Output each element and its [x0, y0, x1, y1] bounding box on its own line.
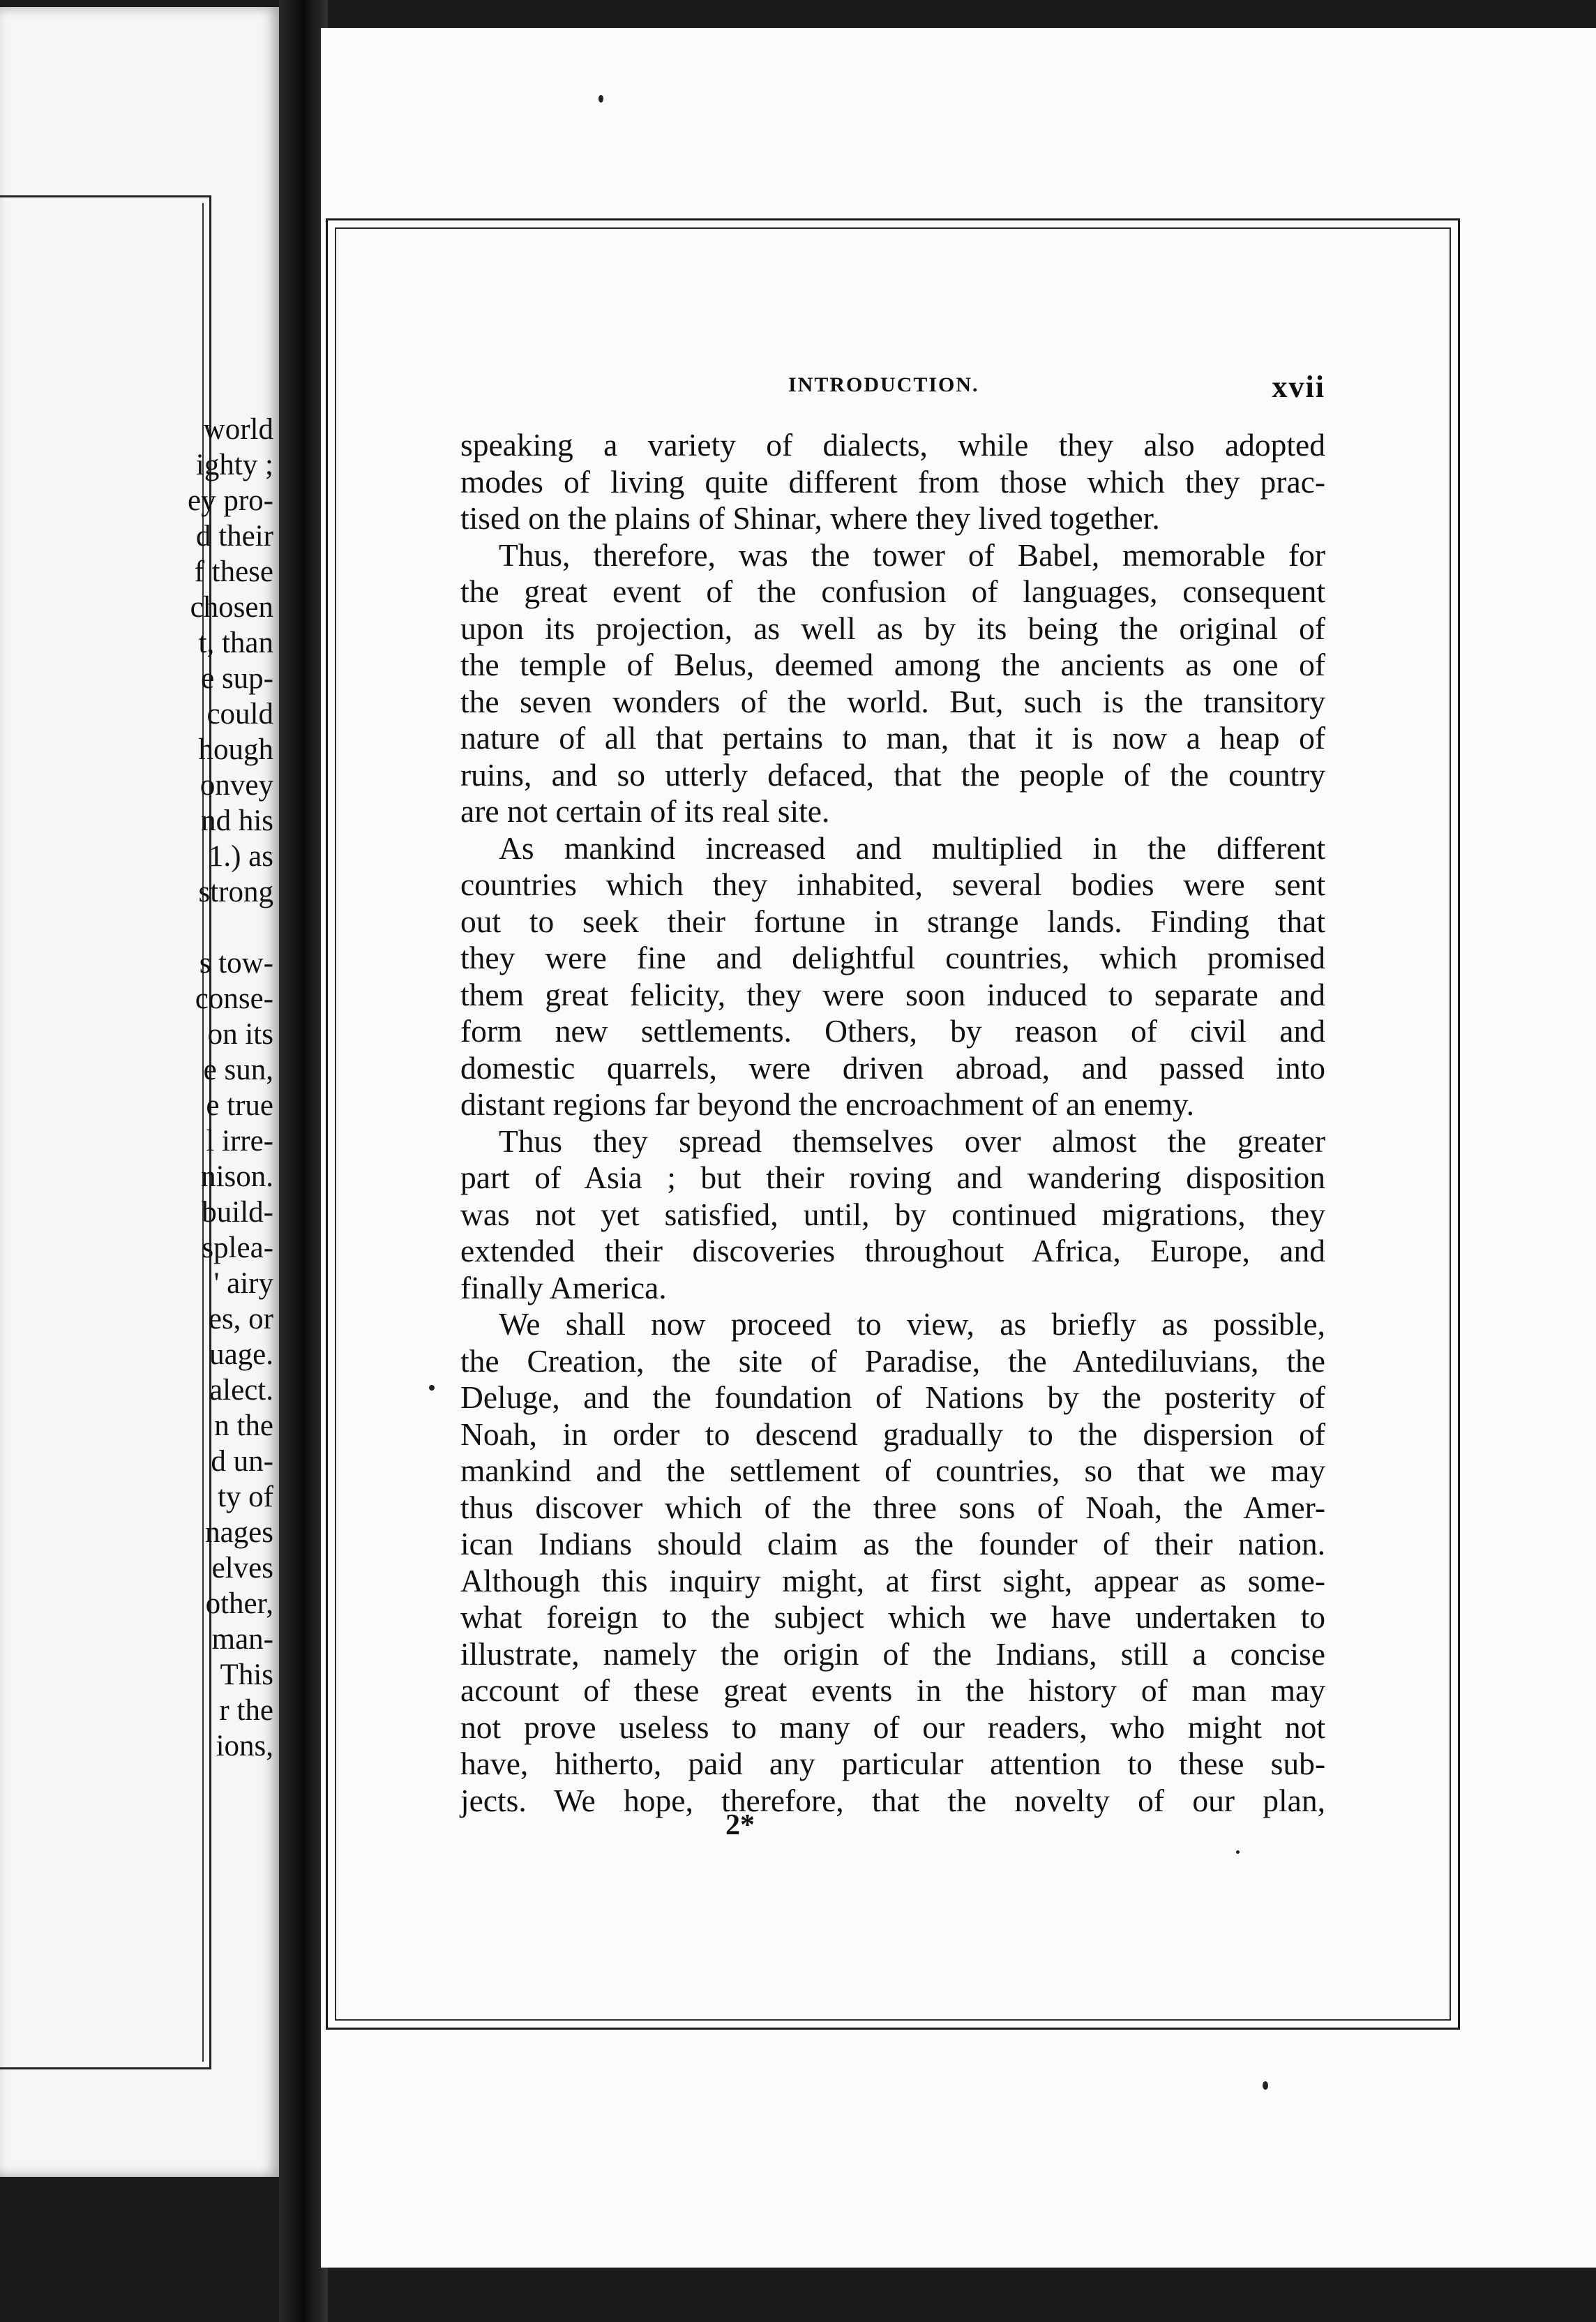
left-page-line: ions,	[216, 1730, 273, 1762]
left-page-text-fragments	[92, 412, 273, 1764]
left-page-line: e true	[206, 1089, 273, 1122]
text-line: upon its projection, as well as by its being the original of	[460, 610, 1325, 646]
text-line: countries which they inhabited, several bodies were sent	[460, 867, 1325, 902]
left-page-line: l irre-	[206, 1125, 273, 1158]
left-page-line: This	[220, 1658, 273, 1691]
text-line: modes of living quite different from those which they prac-	[460, 463, 1325, 500]
left-page-line: n the	[214, 1409, 273, 1442]
left-page-line: uage.	[209, 1338, 273, 1371]
text-line: account of these great events in the history of man may	[460, 1672, 1325, 1708]
left-page-line: 1.) as	[208, 840, 273, 873]
print-speck	[1263, 2081, 1268, 2090]
left-page-line: ey pro-	[188, 484, 273, 517]
text-line: out to seek their fortune in strange lands. Finding that	[460, 903, 1325, 939]
left-page-line: chosen	[190, 591, 273, 624]
text-line: illustrate, namely the origin of the Indians, still a concise	[460, 1635, 1325, 1672]
left-page-line: build-	[202, 1196, 273, 1229]
left-page-line: elves	[211, 1552, 273, 1585]
text-line: part of Asia ; but their roving and wandering disposition	[460, 1160, 1325, 1195]
left-page-line: on its	[207, 1018, 273, 1051]
left-page-line: t, than	[198, 627, 273, 659]
text-line: Although this inquiry might, at first sight, appear as some-	[460, 1562, 1325, 1598]
left-page-line: e sup-	[201, 662, 273, 695]
left-page	[0, 7, 279, 2177]
page-number: xvii	[1272, 370, 1325, 404]
print-speck	[598, 95, 603, 103]
left-page-line: could	[206, 698, 273, 731]
text-line: speaking a variety of dialects, while they also adopted	[460, 427, 1325, 463]
text-line: the Creation, the site of Paradise, the Antediluvians, the	[460, 1342, 1325, 1379]
left-page-line: other,	[205, 1587, 273, 1620]
left-page-line: r the	[219, 1694, 273, 1727]
text-line: form new settlements. Others, by reason of civil and	[460, 1013, 1325, 1049]
left-page-line: es, or	[208, 1303, 273, 1335]
left-page-line: splea-	[202, 1231, 273, 1264]
print-speck	[1236, 1850, 1240, 1854]
text-line: ruins, and so utterly defaced, that the people of the country	[460, 756, 1325, 793]
text-line: finally America.	[460, 1269, 667, 1305]
left-page-line: world	[203, 413, 273, 446]
running-head-title: INTRODUCTION.	[788, 373, 979, 396]
text-line: As mankind increased and multiplied in the different	[499, 830, 1325, 866]
text-line: ican Indians should claim as the founder of their nation.	[460, 1526, 1325, 1561]
text-line: domestic quarrels, were driven abroad, and passed into	[460, 1049, 1325, 1086]
left-page-line	[92, 910, 273, 945]
left-page-line: man-	[211, 1623, 273, 1656]
text-line: Thus, therefore, was the tower of Babel, memorable for	[499, 537, 1325, 573]
text-line: they were fine and delightful countries, which promised	[460, 940, 1325, 975]
print-speck	[429, 1385, 435, 1391]
left-page-line: d un-	[211, 1445, 273, 1478]
text-line: distant regions far beyond the encroachment of an enemy.	[460, 1086, 1195, 1122]
text-line: Deluge, and the foundation of Nations by the posterity of	[460, 1379, 1325, 1415]
left-page-line: nison.	[201, 1160, 273, 1193]
left-page-line: onvey	[200, 769, 273, 802]
left-page-line: ighty ;	[195, 449, 273, 481]
left-page-line: s tow-	[199, 947, 273, 980]
text-line: jects. We hope, therefore, that the novelty of our plan,	[460, 1782, 1325, 1818]
left-page-line: e sun,	[203, 1054, 273, 1086]
signature-mark: 2*	[725, 1809, 755, 1841]
text-line: We shall now proceed to view, as briefly as possible,	[499, 1306, 1325, 1342]
text-line: are not certain of its real site.	[460, 793, 830, 829]
text-line: not prove useless to many of our readers, who might not	[460, 1709, 1325, 1745]
left-page-line: conse-	[195, 982, 273, 1015]
left-page-line: hough	[198, 733, 273, 766]
text-line: Thus they spread themselves over almost the greater	[499, 1123, 1325, 1159]
text-line: the great event of the confusion of languages, consequent	[460, 574, 1325, 609]
text-line: mankind and the settlement of countries, so that we may	[460, 1453, 1325, 1488]
text-line: extended their discoveries throughout Africa, Europe, and	[460, 1233, 1325, 1268]
left-page-line: alect.	[209, 1374, 273, 1407]
text-line: have, hitherto, paid any particular attention to these sub-	[460, 1746, 1325, 1781]
left-page-line: strong	[198, 876, 273, 908]
left-page-line: nages	[205, 1516, 273, 1549]
body-text	[460, 427, 1325, 1819]
text-line: Noah, in order to descend gradually to the dispersion of	[460, 1416, 1325, 1452]
text-line: what foreign to the subject which we have undertaken to	[460, 1599, 1325, 1635]
text-line: nature of all that pertains to man, that it is now a heap of	[460, 720, 1325, 756]
text-line: the temple of Belus, deemed among the ancients as one of	[460, 647, 1325, 682]
left-page-line: ' airy	[213, 1267, 273, 1300]
left-page-line: d their	[195, 520, 273, 553]
left-page-line: f these	[194, 555, 273, 588]
text-line: the seven wonders of the world. But, such is the transitory	[460, 683, 1325, 719]
left-page-line: ty of	[217, 1481, 273, 1513]
text-line: them great felicity, they were soon induced to separate and	[460, 976, 1325, 1012]
text-line: tised on the plains of Shinar, where they lived together.	[460, 500, 1160, 536]
running-head	[460, 370, 1325, 415]
text-line: was not yet satisfied, until, by continued migrations, they	[460, 1196, 1325, 1232]
left-page-line: nd his	[201, 804, 273, 837]
text-line: thus discover which of the three sons of Noah, the Amer-	[460, 1489, 1325, 1525]
